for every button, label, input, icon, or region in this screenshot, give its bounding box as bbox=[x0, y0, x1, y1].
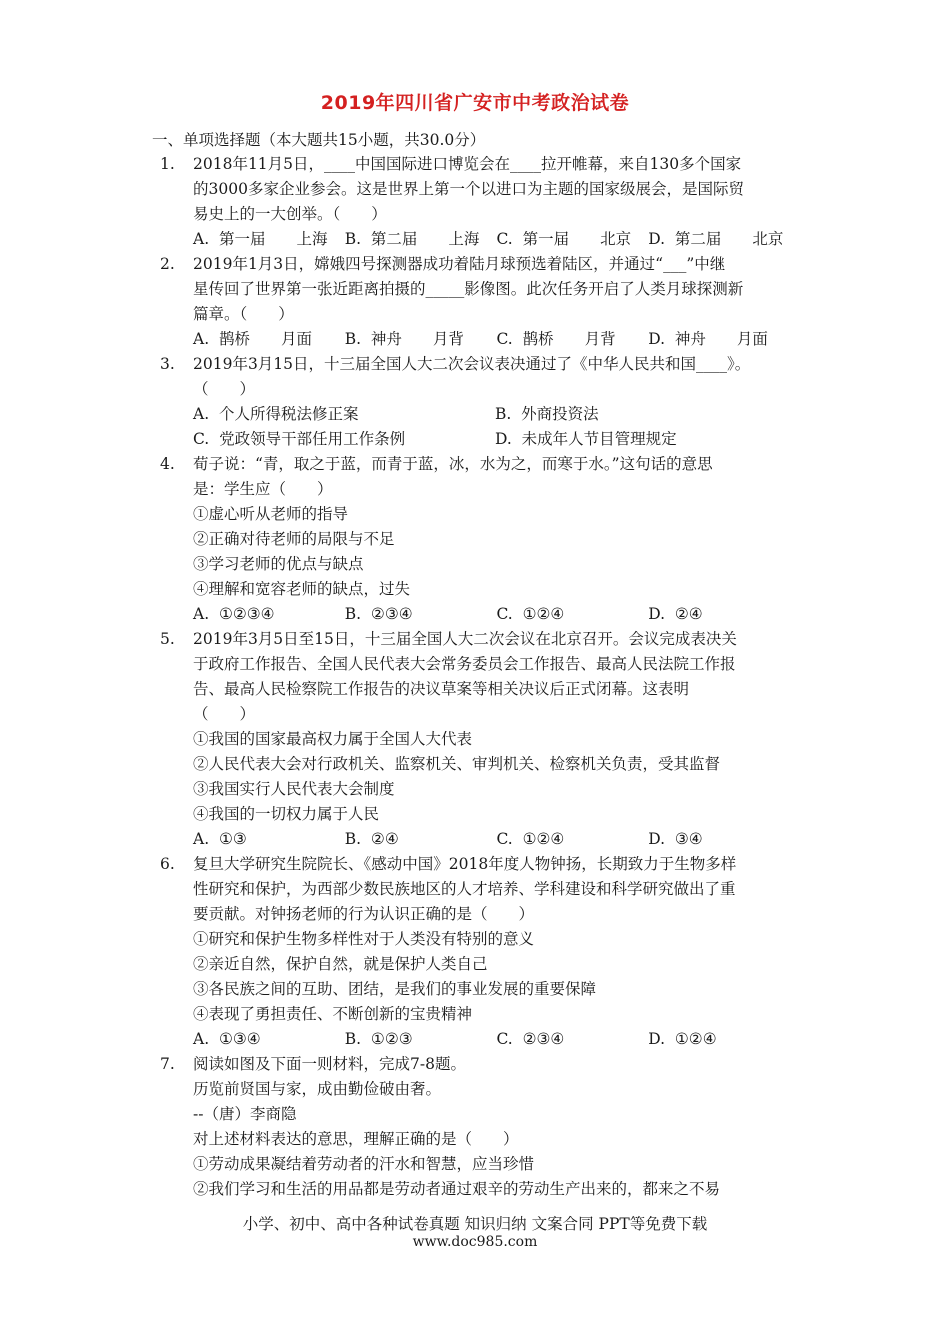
question-text-line: 要贡献。对钟扬老师的行为认识正确的是（ ） bbox=[193, 905, 535, 923]
question-text-line: 的3000多家企业参会。这是世界上第一个以进口为主题的国家级展会，是国际贸 bbox=[193, 180, 744, 198]
question-text-line: ③各民族之间的互助、团结，是我们的事业发展的重要保障 bbox=[193, 980, 597, 998]
question-text-line: 对上述材料表达的意思，理解正确的是（ ） bbox=[193, 1130, 519, 1148]
question-4 bbox=[160, 452, 800, 627]
question-5 bbox=[160, 627, 800, 852]
question-number: 3. bbox=[160, 355, 175, 373]
answer-option-c[interactable]: C. 党政领导干部任用工作条例 bbox=[193, 430, 406, 448]
footer-url[interactable]: www.doc985.com bbox=[412, 1234, 538, 1250]
question-text-line: ④理解和宽容老师的缺点，过失 bbox=[193, 580, 411, 598]
question-text-line: ②正确对待老师的局限与不足 bbox=[193, 530, 395, 548]
answer-option-a[interactable]: A. ①②③④ bbox=[193, 605, 275, 623]
question-text-line: ①研究和保护生物多样性对于人类没有特别的意义 bbox=[193, 930, 535, 948]
question-3 bbox=[160, 352, 800, 452]
answer-option-a[interactable]: A. ①③④ bbox=[193, 1030, 261, 1048]
question-2 bbox=[160, 252, 800, 352]
answer-option-a[interactable]: A. ①③ bbox=[193, 830, 247, 848]
answer-option-c[interactable]: C. ②③④ bbox=[496, 1030, 565, 1048]
question-number: 1. bbox=[160, 155, 175, 173]
answer-options bbox=[193, 827, 800, 852]
answer-option-a[interactable]: A. 鹊桥 月面 bbox=[193, 330, 312, 348]
answer-option-b[interactable]: B. 第二届 上海 bbox=[344, 230, 480, 248]
footer-promo: 小学、初中、高中各种试卷真题 知识归纳 文案合同 PPT等免费下载 bbox=[242, 1215, 708, 1233]
answer-option-b[interactable]: B. ②③④ bbox=[344, 605, 413, 623]
question-text-line: ②我们学习和生活的用品都是劳动者通过艰辛的劳动生产出来的，都来之不易 bbox=[193, 1180, 721, 1198]
question-text-line: 易史上的一大创举。（ ） bbox=[193, 205, 387, 223]
question-text-line: 2019年1月3日，嫦娥四号探测器成功着陆月球预选着陆区，并通过“___”中继 bbox=[193, 255, 726, 273]
answer-option-d[interactable]: D. ①②④ bbox=[648, 1030, 717, 1048]
answer-option-d[interactable]: D. 第二届 北京 bbox=[648, 230, 784, 248]
question-text-line: ①劳动成果凝结着劳动者的汗水和智慧，应当珍惜 bbox=[193, 1155, 535, 1173]
question-text-line: ③我国实行人民代表大会制度 bbox=[193, 780, 395, 798]
answer-options bbox=[193, 327, 800, 352]
answer-option-c[interactable]: C. ①②④ bbox=[496, 830, 565, 848]
question-6 bbox=[160, 852, 800, 1052]
answer-option-d[interactable]: D. 神舟 月面 bbox=[648, 330, 768, 348]
answer-option-c[interactable]: C. 鹊桥 月背 bbox=[496, 330, 616, 348]
question-text-line: 告、最高人民检察院工作报告的决议草案等相关决议后正式闭幕。这表明 bbox=[193, 680, 690, 698]
answer-option-b[interactable]: B. 神舟 月背 bbox=[344, 330, 464, 348]
page-title: 2019年四川省广安市中考政治试卷 bbox=[320, 92, 630, 114]
question-text-line: 篇章。（ ） bbox=[193, 305, 294, 323]
question-text-line: 是：学生应（ ） bbox=[193, 480, 333, 498]
answer-option-c[interactable]: C. ①②④ bbox=[496, 605, 565, 623]
question-text-line: （ ） bbox=[193, 380, 256, 398]
answer-option-b[interactable]: B. ②④ bbox=[344, 830, 399, 848]
answer-option-a[interactable]: A. 第一届 上海 bbox=[193, 230, 328, 248]
answer-option-d[interactable]: D. 未成年人节目管理规定 bbox=[495, 430, 677, 448]
question-text-line: 荀子说：“青，取之于蓝，而青于蓝，冰，水为之，而寒于水。”这句话的意思 bbox=[193, 455, 713, 473]
answer-option-d[interactable]: D. ③④ bbox=[648, 830, 703, 848]
question-text-line: 性研究和保护，为西部少数民族地区的人才培养、学科建设和科学研究做出了重 bbox=[193, 880, 736, 898]
question-text-line: ②人民代表大会对行政机关、监察机关、审判机关、检察机关负责，受其监督 bbox=[193, 755, 721, 773]
question-text-line: 于政府工作报告、全国人民代表大会常务委员会工作报告、最高人民法院工作报 bbox=[193, 655, 736, 673]
question-number: 6. bbox=[160, 855, 175, 873]
answer-option-b[interactable]: B. 外商投资法 bbox=[495, 405, 599, 423]
question-text-line: 2019年3月5日至15日，十三届全国人大二次会议在北京召开。会议完成表决关 bbox=[193, 630, 737, 648]
answer-options-row bbox=[193, 402, 800, 427]
section-header: 一、单项选择题（本大题共15小题，共30.0分） bbox=[152, 131, 486, 149]
question-number: 4. bbox=[160, 455, 175, 473]
question-7 bbox=[160, 1052, 800, 1202]
question-number: 7. bbox=[160, 1055, 175, 1073]
question-text-line: --（唐）李商隐 bbox=[193, 1105, 297, 1123]
question-text-line: ④我国的一切权力属于人民 bbox=[193, 805, 380, 823]
question-text-line: 2019年3月15日，十三届全国人大二次会议表决通过了《中华人民共和国____》。 bbox=[193, 355, 751, 373]
answer-option-d[interactable]: D. ②④ bbox=[648, 605, 703, 623]
question-text-line: ①虚心听从老师的指导 bbox=[193, 505, 349, 523]
answer-option-a[interactable]: A. 个人所得税法修正案 bbox=[193, 405, 359, 423]
question-text-line: （ ） bbox=[193, 705, 256, 723]
answer-options bbox=[193, 1027, 800, 1052]
question-text-line: ③学习老师的优点与缺点 bbox=[193, 555, 364, 573]
question-1 bbox=[160, 152, 800, 252]
answer-options bbox=[193, 602, 800, 627]
question-text-line: 阅读如图及下面一则材料，完成7-8题。 bbox=[193, 1055, 466, 1073]
question-text-line: 2018年11月5日，____中国国际进口博览会在____拉开帷幕，来自130多个国家 bbox=[193, 155, 742, 173]
question-text-line: ④表现了勇担责任、不断创新的宝贵精神 bbox=[193, 1005, 473, 1023]
question-text-line: ②亲近自然，保护自然，就是保护人类自己 bbox=[193, 955, 488, 973]
question-text-line: 历览前贤国与家，成由勤俭破由奢。 bbox=[193, 1080, 442, 1098]
answer-option-b[interactable]: B. ①②③ bbox=[344, 1030, 413, 1048]
answer-option-c[interactable]: C. 第一届 北京 bbox=[496, 230, 632, 248]
answer-options-row bbox=[193, 427, 800, 452]
question-number: 2. bbox=[160, 255, 175, 273]
question-text-line: 复旦大学研究生院院长、《感动中国》2018年度人物钟扬，长期致力于生物多样 bbox=[193, 855, 737, 873]
question-text-line: 星传回了世界第一张近距离拍摄的_____影像图。此次任务开启了人类月球探测新 bbox=[193, 280, 744, 298]
question-text-line: ①我国的国家最高权力属于全国人大代表 bbox=[193, 730, 473, 748]
answer-options bbox=[193, 227, 800, 252]
question-number: 5. bbox=[160, 630, 175, 648]
